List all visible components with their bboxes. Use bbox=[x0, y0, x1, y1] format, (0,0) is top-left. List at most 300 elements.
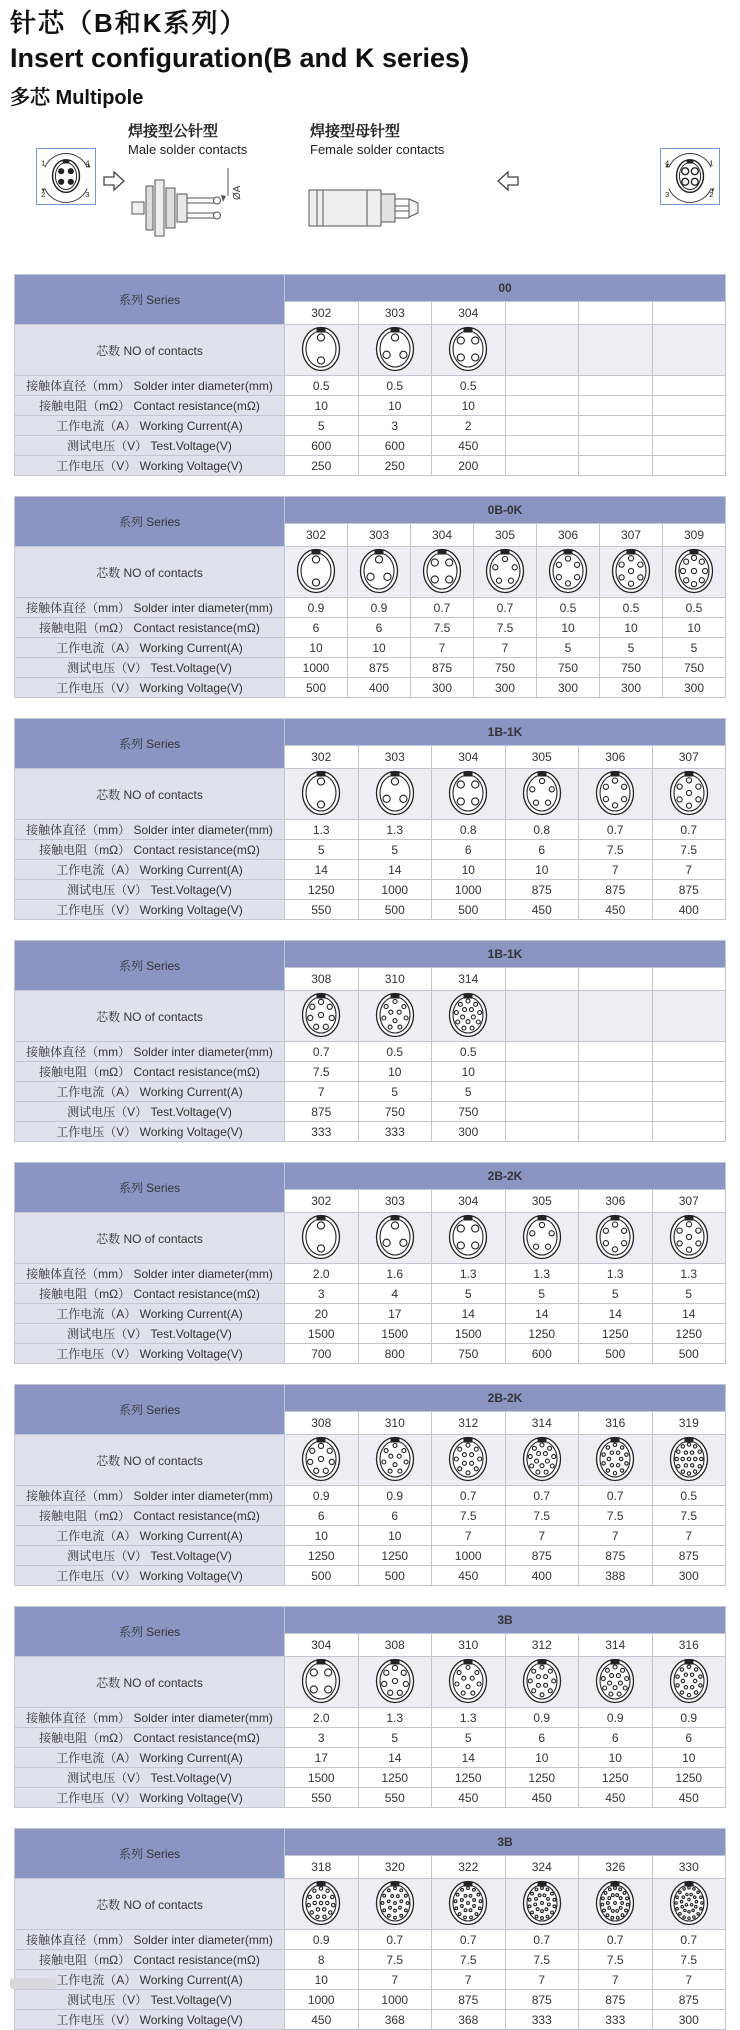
value-test_voltage: 1500 bbox=[432, 1324, 506, 1344]
insert-figure-2 bbox=[295, 548, 337, 594]
insert-cell bbox=[432, 991, 506, 1042]
value-working_voltage: 333 bbox=[358, 1122, 432, 1142]
row-label-working_voltage: 工作电压（V） Working Voltage(V) bbox=[15, 1566, 285, 1586]
row-label-contacts: 芯数 NO of contacts bbox=[15, 769, 285, 820]
value-current: 10 bbox=[652, 1748, 726, 1768]
insert-cell bbox=[348, 547, 411, 598]
female-face-drawing bbox=[663, 151, 717, 202]
model-number: 306 bbox=[537, 524, 600, 547]
row-label-diameter: 接触体直径（mm） Solder inter diameter(mm) bbox=[15, 598, 285, 618]
empty-cell bbox=[505, 1082, 579, 1102]
insert-figure-12 bbox=[447, 1436, 489, 1482]
value-test_voltage: 1250 bbox=[358, 1546, 432, 1566]
value-diameter: 1.3 bbox=[432, 1708, 506, 1728]
value-resistance: 7.5 bbox=[652, 1950, 726, 1970]
value-test_voltage: 1250 bbox=[432, 1768, 506, 1788]
row-label-working_voltage: 工作电压（V） Working Voltage(V) bbox=[15, 1788, 285, 1808]
insert-cell bbox=[537, 547, 600, 598]
row-label-test_voltage: 测试电压（V） Test.Voltage(V) bbox=[15, 1990, 285, 2010]
female-side-drawing bbox=[305, 158, 435, 258]
value-diameter: 2.0 bbox=[285, 1264, 359, 1284]
value-resistance: 10 bbox=[358, 396, 432, 416]
value-current: 7 bbox=[505, 1526, 579, 1546]
spec-table-4 bbox=[14, 940, 726, 1142]
model-number: 316 bbox=[652, 1634, 726, 1657]
value-test_voltage: 875 bbox=[505, 1990, 579, 2010]
series-row-label: 系列 Series bbox=[15, 1829, 285, 1879]
value-working_voltage: 300 bbox=[652, 2010, 726, 2030]
row-label-current: 工作电流（A） Working Current(A) bbox=[15, 1082, 285, 1102]
series-row-label: 系列 Series bbox=[15, 941, 285, 991]
insert-cell bbox=[285, 547, 348, 598]
value-current: 14 bbox=[652, 1304, 726, 1324]
value-resistance: 10 bbox=[358, 1062, 432, 1082]
insert-cell bbox=[285, 325, 359, 376]
row-label-resistance: 接触电阻（mΩ） Contact resistance(mΩ) bbox=[15, 618, 285, 638]
row-label-current: 工作电流（A） Working Current(A) bbox=[15, 1304, 285, 1324]
insert-cell bbox=[432, 325, 506, 376]
value-resistance: 5 bbox=[652, 1284, 726, 1304]
insert-figure-6 bbox=[547, 548, 589, 594]
model-number: 316 bbox=[579, 1412, 653, 1435]
insert-figure-4 bbox=[300, 1658, 342, 1704]
value-test_voltage: 875 bbox=[348, 658, 411, 678]
insert-cell bbox=[358, 325, 432, 376]
value-test_voltage: 1000 bbox=[432, 880, 506, 900]
value-resistance: 5 bbox=[432, 1728, 506, 1748]
value-working_voltage: 300 bbox=[652, 1566, 726, 1586]
insert-cell bbox=[432, 1657, 506, 1708]
value-diameter: 1.3 bbox=[579, 1264, 653, 1284]
value-current: 7 bbox=[652, 860, 726, 880]
insert-figure-10 bbox=[374, 992, 416, 1038]
value-current: 5 bbox=[285, 416, 359, 436]
value-test_voltage: 750 bbox=[358, 1102, 432, 1122]
value-resistance: 5 bbox=[579, 1284, 653, 1304]
model-number: 312 bbox=[505, 1634, 579, 1657]
value-working_voltage: 500 bbox=[285, 1566, 359, 1586]
empty-cell bbox=[652, 325, 726, 376]
spec-table-3 bbox=[14, 718, 726, 920]
value-test_voltage: 750 bbox=[663, 658, 726, 678]
value-diameter: 2.0 bbox=[285, 1708, 359, 1728]
empty-cell bbox=[505, 302, 579, 325]
pin-number: 1 bbox=[709, 158, 714, 168]
model-number: 330 bbox=[652, 1856, 726, 1879]
empty-cell bbox=[652, 1062, 726, 1082]
value-diameter: 0.7 bbox=[652, 1930, 726, 1950]
empty-cell bbox=[505, 1122, 579, 1142]
value-resistance: 8 bbox=[285, 1950, 359, 1970]
value-current: 7 bbox=[285, 1082, 359, 1102]
insert-figure-2 bbox=[300, 770, 342, 816]
insert-figure-22 bbox=[447, 1880, 489, 1926]
model-number: 308 bbox=[285, 968, 359, 991]
page-title-zh: 针芯（B和K系列） bbox=[10, 8, 248, 38]
value-current: 5 bbox=[537, 638, 600, 658]
value-test_voltage: 1500 bbox=[285, 1768, 359, 1788]
series-name: 2B-2K bbox=[285, 1163, 726, 1190]
empty-cell bbox=[505, 396, 579, 416]
series-name: 2B-2K bbox=[285, 1385, 726, 1412]
page-title-en: Insert configuration(B and K series) bbox=[10, 43, 470, 73]
insert-cell bbox=[358, 1213, 432, 1264]
insert-cell bbox=[652, 1213, 726, 1264]
value-test_voltage: 875 bbox=[652, 880, 726, 900]
value-test_voltage: 450 bbox=[432, 436, 506, 456]
series-row-label: 系列 Series bbox=[15, 1163, 285, 1213]
insert-figure-4 bbox=[447, 1214, 489, 1260]
spec-table-7 bbox=[14, 1606, 726, 1808]
model-number: 305 bbox=[505, 1190, 579, 1213]
empty-cell bbox=[505, 376, 579, 396]
value-working_voltage: 300 bbox=[474, 678, 537, 698]
row-label-working_voltage: 工作电压（V） Working Voltage(V) bbox=[15, 2010, 285, 2030]
empty-cell bbox=[505, 456, 579, 476]
male-side-drawing bbox=[130, 158, 240, 258]
value-test_voltage: 1500 bbox=[358, 1324, 432, 1344]
model-number: 302 bbox=[285, 524, 348, 547]
value-working_voltage: 500 bbox=[358, 1566, 432, 1586]
insert-figure-8 bbox=[374, 1658, 416, 1704]
row-label-diameter: 接触体直径（mm） Solder inter diameter(mm) bbox=[15, 1708, 285, 1728]
value-diameter: 0.7 bbox=[579, 820, 653, 840]
value-diameter: 0.9 bbox=[358, 1486, 432, 1506]
row-label-working_voltage: 工作电压（V） Working Voltage(V) bbox=[15, 456, 285, 476]
value-diameter: 0.5 bbox=[358, 376, 432, 396]
value-working_voltage: 500 bbox=[358, 900, 432, 920]
value-resistance: 7.5 bbox=[432, 1506, 506, 1526]
model-number: 306 bbox=[579, 746, 653, 769]
empty-cell bbox=[579, 302, 653, 325]
value-resistance: 5 bbox=[432, 1284, 506, 1304]
value-working_voltage: 300 bbox=[600, 678, 663, 698]
value-current: 5 bbox=[358, 1082, 432, 1102]
value-working_voltage: 450 bbox=[285, 2010, 359, 2030]
value-current: 10 bbox=[285, 1526, 359, 1546]
model-number: 314 bbox=[505, 1412, 579, 1435]
value-test_voltage: 1000 bbox=[432, 1546, 506, 1566]
value-current: 20 bbox=[285, 1304, 359, 1324]
value-test_voltage: 875 bbox=[505, 1546, 579, 1566]
pin-number: 1 bbox=[40, 158, 46, 168]
value-test_voltage: 875 bbox=[579, 880, 653, 900]
insert-cell bbox=[505, 1213, 579, 1264]
value-test_voltage: 750 bbox=[474, 658, 537, 678]
empty-cell bbox=[505, 1102, 579, 1122]
value-current: 14 bbox=[358, 1748, 432, 1768]
value-current: 10 bbox=[348, 638, 411, 658]
row-label-current: 工作电流（A） Working Current(A) bbox=[15, 1748, 285, 1768]
female-label-zh: 焊接型母针型 bbox=[310, 123, 401, 140]
row-label-contacts: 芯数 NO of contacts bbox=[15, 1879, 285, 1930]
empty-cell bbox=[579, 991, 653, 1042]
model-number: 302 bbox=[285, 1190, 359, 1213]
row-label-test_voltage: 测试电压（V） Test.Voltage(V) bbox=[15, 880, 285, 900]
insert-figure-2 bbox=[300, 326, 342, 372]
value-working_voltage: 450 bbox=[432, 1788, 506, 1808]
row-label-diameter: 接触体直径（mm） Solder inter diameter(mm) bbox=[15, 1930, 285, 1950]
pin-number: 2 bbox=[709, 190, 714, 200]
model-number: 302 bbox=[285, 302, 359, 325]
model-number: 303 bbox=[348, 524, 411, 547]
value-test_voltage: 1250 bbox=[505, 1324, 579, 1344]
insert-cell bbox=[285, 1435, 359, 1486]
model-number: 309 bbox=[663, 524, 726, 547]
page-subtitle: 多芯 Multipole bbox=[10, 87, 144, 109]
value-current: 14 bbox=[432, 1304, 506, 1324]
value-working_voltage: 450 bbox=[579, 1788, 653, 1808]
model-number: 307 bbox=[652, 746, 726, 769]
value-test_voltage: 875 bbox=[652, 1990, 726, 2010]
series-row-label: 系列 Series bbox=[15, 1607, 285, 1657]
insert-figure-9 bbox=[673, 548, 715, 594]
value-diameter: 0.9 bbox=[505, 1708, 579, 1728]
empty-cell bbox=[652, 416, 726, 436]
insert-cell bbox=[505, 1879, 579, 1930]
row-label-resistance: 接触电阻（mΩ） Contact resistance(mΩ) bbox=[15, 1506, 285, 1526]
empty-cell bbox=[652, 456, 726, 476]
insert-cell bbox=[358, 769, 432, 820]
empty-cell bbox=[652, 376, 726, 396]
value-resistance: 7.5 bbox=[579, 840, 653, 860]
insert-figure-8 bbox=[300, 1436, 342, 1482]
value-resistance: 6 bbox=[652, 1728, 726, 1748]
value-diameter: 1.3 bbox=[505, 1264, 579, 1284]
row-label-diameter: 接触体直径（mm） Solder inter diameter(mm) bbox=[15, 820, 285, 840]
insert-cell bbox=[358, 1879, 432, 1930]
value-diameter: 0.5 bbox=[663, 598, 726, 618]
value-resistance: 5 bbox=[285, 840, 359, 860]
insert-cell bbox=[579, 1657, 653, 1708]
value-diameter: 0.7 bbox=[432, 1486, 506, 1506]
value-current: 10 bbox=[285, 638, 348, 658]
model-number: 326 bbox=[579, 1856, 653, 1879]
value-current: 5 bbox=[663, 638, 726, 658]
value-resistance: 3 bbox=[285, 1728, 359, 1748]
value-test_voltage: 875 bbox=[505, 880, 579, 900]
empty-cell bbox=[505, 325, 579, 376]
value-resistance: 7.5 bbox=[652, 1506, 726, 1526]
value-diameter: 0.7 bbox=[411, 598, 474, 618]
value-test_voltage: 1250 bbox=[652, 1324, 726, 1344]
row-label-resistance: 接触电阻（mΩ） Contact resistance(mΩ) bbox=[15, 1062, 285, 1082]
empty-cell bbox=[505, 991, 579, 1042]
value-test_voltage: 1000 bbox=[358, 1990, 432, 2010]
spec-table-6 bbox=[14, 1384, 726, 1586]
empty-cell bbox=[652, 1082, 726, 1102]
insert-cell bbox=[432, 1435, 506, 1486]
value-resistance: 7.5 bbox=[652, 840, 726, 860]
value-diameter: 0.7 bbox=[505, 1930, 579, 1950]
row-label-test_voltage: 测试电压（V） Test.Voltage(V) bbox=[15, 658, 285, 678]
value-working_voltage: 400 bbox=[652, 900, 726, 920]
row-label-test_voltage: 测试电压（V） Test.Voltage(V) bbox=[15, 1324, 285, 1344]
insert-figure-12 bbox=[521, 1658, 563, 1704]
model-number: 308 bbox=[358, 1634, 432, 1657]
value-diameter: 1.3 bbox=[358, 820, 432, 840]
row-label-contacts: 芯数 NO of contacts bbox=[15, 1213, 285, 1264]
insert-cell bbox=[432, 769, 506, 820]
value-working_voltage: 550 bbox=[358, 1788, 432, 1808]
value-current: 14 bbox=[505, 1304, 579, 1324]
spec-tables bbox=[0, 274, 740, 2030]
value-test_voltage: 750 bbox=[600, 658, 663, 678]
value-test_voltage: 1000 bbox=[285, 658, 348, 678]
series-row-label: 系列 Series bbox=[15, 497, 285, 547]
empty-cell bbox=[579, 456, 653, 476]
value-test_voltage: 1250 bbox=[652, 1768, 726, 1788]
value-working_voltage: 300 bbox=[432, 1122, 506, 1142]
model-number: 312 bbox=[432, 1412, 506, 1435]
male-label-zh: 焊接型公针型 bbox=[128, 123, 219, 140]
value-working_voltage: 450 bbox=[432, 1566, 506, 1586]
row-label-resistance: 接触电阻（mΩ） Contact resistance(mΩ) bbox=[15, 1284, 285, 1304]
spec-table-2 bbox=[14, 496, 726, 698]
insert-figure-3 bbox=[374, 326, 416, 372]
value-current: 14 bbox=[432, 1748, 506, 1768]
insert-figure-16 bbox=[668, 1658, 710, 1704]
value-working_voltage: 700 bbox=[285, 1344, 359, 1364]
value-resistance: 4 bbox=[358, 1284, 432, 1304]
value-diameter: 0.7 bbox=[652, 820, 726, 840]
value-working_voltage: 800 bbox=[358, 1344, 432, 1364]
insert-cell bbox=[411, 547, 474, 598]
row-label-diameter: 接触体直径（mm） Solder inter diameter(mm) bbox=[15, 1486, 285, 1506]
value-diameter: 0.5 bbox=[358, 1042, 432, 1062]
value-test_voltage: 1250 bbox=[579, 1768, 653, 1788]
value-resistance: 6 bbox=[579, 1728, 653, 1748]
empty-cell bbox=[579, 968, 653, 991]
value-diameter: 0.9 bbox=[285, 1930, 359, 1950]
insert-figure-19 bbox=[668, 1436, 710, 1482]
value-diameter: 0.5 bbox=[652, 1486, 726, 1506]
value-resistance: 6 bbox=[432, 840, 506, 860]
row-label-diameter: 接触体直径（mm） Solder inter diameter(mm) bbox=[15, 1264, 285, 1284]
empty-cell bbox=[579, 416, 653, 436]
insert-figure-18 bbox=[300, 1880, 342, 1926]
pin-number: 4 bbox=[664, 158, 670, 168]
value-test_voltage: 1250 bbox=[579, 1324, 653, 1344]
value-resistance: 6 bbox=[285, 618, 348, 638]
value-diameter: 0.9 bbox=[348, 598, 411, 618]
value-resistance: 7.5 bbox=[505, 1950, 579, 1970]
value-test_voltage: 600 bbox=[358, 436, 432, 456]
model-number: 310 bbox=[358, 1412, 432, 1435]
spec-table-1 bbox=[14, 274, 726, 476]
value-resistance: 5 bbox=[505, 1284, 579, 1304]
empty-cell bbox=[652, 1042, 726, 1062]
model-number: 304 bbox=[432, 1190, 506, 1213]
empty-cell bbox=[579, 396, 653, 416]
arrow-left-icon bbox=[496, 170, 520, 192]
value-resistance: 10 bbox=[663, 618, 726, 638]
empty-cell bbox=[652, 968, 726, 991]
series-name: 1B-1K bbox=[285, 719, 726, 746]
value-test_voltage: 1000 bbox=[285, 1990, 359, 2010]
insert-figure-14 bbox=[521, 1436, 563, 1482]
value-resistance: 6 bbox=[348, 618, 411, 638]
insert-figure-4 bbox=[447, 326, 489, 372]
insert-figure-3 bbox=[374, 1214, 416, 1260]
value-diameter: 0.7 bbox=[579, 1930, 653, 1950]
value-resistance: 7.5 bbox=[505, 1506, 579, 1526]
model-number: 307 bbox=[652, 1190, 726, 1213]
insert-figure-10 bbox=[374, 1436, 416, 1482]
empty-cell bbox=[579, 1082, 653, 1102]
value-current: 17 bbox=[358, 1304, 432, 1324]
pin-number: 3 bbox=[664, 190, 670, 200]
arrow-right-icon bbox=[102, 170, 126, 192]
value-current: 17 bbox=[285, 1748, 359, 1768]
value-working_voltage: 550 bbox=[285, 1788, 359, 1808]
value-current: 7 bbox=[411, 638, 474, 658]
value-diameter: 1.3 bbox=[285, 820, 359, 840]
value-current: 10 bbox=[505, 860, 579, 880]
insert-figure-14 bbox=[594, 1658, 636, 1704]
insert-cell bbox=[285, 991, 359, 1042]
model-number: 322 bbox=[432, 1856, 506, 1879]
insert-cell bbox=[579, 769, 653, 820]
empty-cell bbox=[505, 1042, 579, 1062]
value-resistance: 10 bbox=[432, 396, 506, 416]
insert-cell bbox=[285, 1213, 359, 1264]
value-current: 14 bbox=[285, 860, 359, 880]
value-test_voltage: 875 bbox=[579, 1546, 653, 1566]
row-label-working_voltage: 工作电压（V） Working Voltage(V) bbox=[15, 900, 285, 920]
value-working_voltage: 400 bbox=[505, 1566, 579, 1586]
value-resistance: 7.5 bbox=[358, 1950, 432, 1970]
model-number: 304 bbox=[411, 524, 474, 547]
male-face-view bbox=[36, 148, 96, 205]
value-resistance: 7.5 bbox=[411, 618, 474, 638]
value-resistance: 6 bbox=[505, 1728, 579, 1748]
row-label-diameter: 接触体直径（mm） Solder inter diameter(mm) bbox=[15, 1042, 285, 1062]
empty-cell bbox=[579, 376, 653, 396]
insert-cell bbox=[652, 1879, 726, 1930]
value-test_voltage: 750 bbox=[537, 658, 600, 678]
value-resistance: 10 bbox=[285, 396, 359, 416]
value-working_voltage: 388 bbox=[579, 1566, 653, 1586]
model-number: 314 bbox=[579, 1634, 653, 1657]
insert-figure-5 bbox=[521, 1214, 563, 1260]
row-label-current: 工作电流（A） Working Current(A) bbox=[15, 638, 285, 658]
value-working_voltage: 500 bbox=[652, 1344, 726, 1364]
value-current: 7 bbox=[358, 1970, 432, 1990]
model-number: 324 bbox=[505, 1856, 579, 1879]
insert-cell bbox=[579, 1879, 653, 1930]
insert-figure-7 bbox=[610, 548, 652, 594]
insert-figure-4 bbox=[421, 548, 463, 594]
empty-cell bbox=[505, 968, 579, 991]
empty-cell bbox=[652, 302, 726, 325]
value-resistance: 10 bbox=[432, 1062, 506, 1082]
value-diameter: 0.7 bbox=[474, 598, 537, 618]
value-resistance: 6 bbox=[285, 1506, 359, 1526]
model-number: 302 bbox=[285, 746, 359, 769]
value-current: 7 bbox=[474, 638, 537, 658]
value-resistance: 3 bbox=[285, 1284, 359, 1304]
connector-diagram bbox=[0, 112, 740, 264]
value-diameter: 0.5 bbox=[285, 376, 359, 396]
row-label-working_voltage: 工作电压（V） Working Voltage(V) bbox=[15, 1122, 285, 1142]
model-number: 310 bbox=[358, 968, 432, 991]
value-diameter: 0.9 bbox=[579, 1708, 653, 1728]
model-number: 303 bbox=[358, 746, 432, 769]
empty-cell bbox=[652, 991, 726, 1042]
row-label-test_voltage: 测试电压（V） Test.Voltage(V) bbox=[15, 1102, 285, 1122]
empty-cell bbox=[579, 436, 653, 456]
